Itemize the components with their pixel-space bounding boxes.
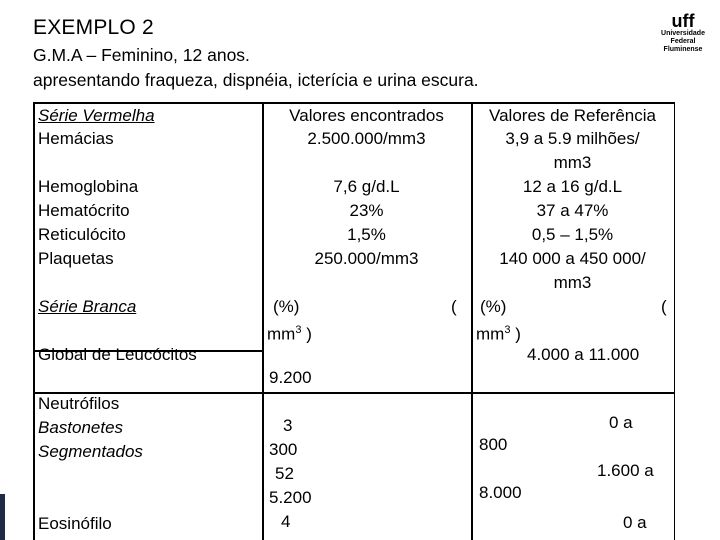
segmentados-ref-2: 8.000 [479, 483, 522, 502]
hematocrito-label: Hematócrito [38, 201, 130, 220]
row-divider-global [33, 392, 675, 394]
hemoglobina-found: 7,6 g/d.L [333, 177, 400, 196]
plaquetas-label: Plaquetas [38, 249, 114, 268]
slide-title: EXEMPLO 2 [33, 16, 154, 39]
bastonetes-found: 3 [283, 416, 293, 435]
svg-text:uff: uff [671, 12, 695, 30]
branca-found-percent: (%) [273, 297, 300, 316]
reference-values-header: Valores de Referência [489, 106, 656, 125]
hemacias-ref-2: mm3 [553, 153, 592, 172]
eosinofilo-label: Eosinófilo [38, 514, 112, 533]
reticulocito-label: Reticulócito [38, 225, 126, 244]
neutrofilos-label: Neutrófilos [38, 394, 120, 413]
serie-vermelha-label: Série Vermelha [38, 106, 155, 125]
hematocrito-found: 23% [349, 201, 384, 220]
slide-accent-bar [0, 494, 5, 540]
global-ref: 4.000 a 11.000 [527, 345, 640, 364]
patient-info: G.M.A – Feminino, 12 anos. [33, 45, 250, 65]
hemoglobina-label: Hemoglobina [38, 177, 139, 196]
reticulocito-ref: 0,5 – 1,5% [531, 225, 614, 244]
bastonetes-found-abs: 300 [269, 440, 298, 459]
bastonetes-label: Bastonetes [38, 418, 124, 437]
bastonetes-ref-2: 800 [479, 435, 508, 454]
plaquetas-ref-1: 140 000 a 450 000/ [499, 249, 646, 268]
hemoglobina-ref: 12 a 16 g/d.L [522, 177, 623, 196]
segmentados-label: Segmentados [38, 442, 143, 461]
branca-ref-paren: ( [661, 297, 667, 316]
symptoms-info: apresentando fraqueza, dispnéia, icterícia e urina escura. [33, 70, 479, 90]
logo-line3: Fluminense [663, 46, 703, 53]
reticulocito-found: 1,5% [347, 225, 386, 244]
hemacias-found: 2.500.000/mm3 [307, 129, 426, 148]
hemogram-table [33, 102, 675, 540]
branca-ref-unit: $mm^3$ ) [476, 324, 521, 344]
plaquetas-ref-2: mm3 [553, 273, 592, 292]
logo-line2: Federal [670, 38, 696, 45]
global-leucocitos-label: Global de Leucócitos [38, 345, 197, 364]
table-divider-1 [262, 102, 264, 540]
eosinofilo-ref-1: 0 a [623, 513, 647, 532]
segmentados-ref-1: 1.600 a [597, 461, 654, 480]
bastonetes-ref-1: 0 a [609, 413, 633, 432]
plaquetas-found: 250.000/mm3 [314, 249, 419, 268]
hemacias-label: Hemácias [38, 129, 114, 148]
segmentados-found-abs: 5.200 [269, 488, 312, 507]
table-border-top [33, 102, 675, 104]
hematocrito-ref: 37 a 47% [536, 201, 609, 220]
branca-found-paren: ( [451, 297, 457, 316]
uff-logo [658, 12, 708, 54]
serie-branca-label: Série Branca [38, 297, 137, 316]
branca-ref-percent: (%) [480, 297, 507, 316]
table-border-left [33, 102, 35, 540]
branca-found-unit: $mm^3$ ) [267, 324, 312, 344]
global-found: 9.200 [269, 368, 312, 387]
table-border-right [674, 102, 675, 540]
logo-line1: Universidade [661, 30, 705, 37]
hemacias-ref-1: 3,9 a 5.9 milhões/ [505, 129, 640, 148]
eosinofilo-found: 4 [281, 512, 291, 531]
segmentados-found: 52 [275, 464, 294, 483]
found-values-header: Valores encontrados [289, 106, 444, 125]
uff-logo-icon [664, 12, 702, 30]
